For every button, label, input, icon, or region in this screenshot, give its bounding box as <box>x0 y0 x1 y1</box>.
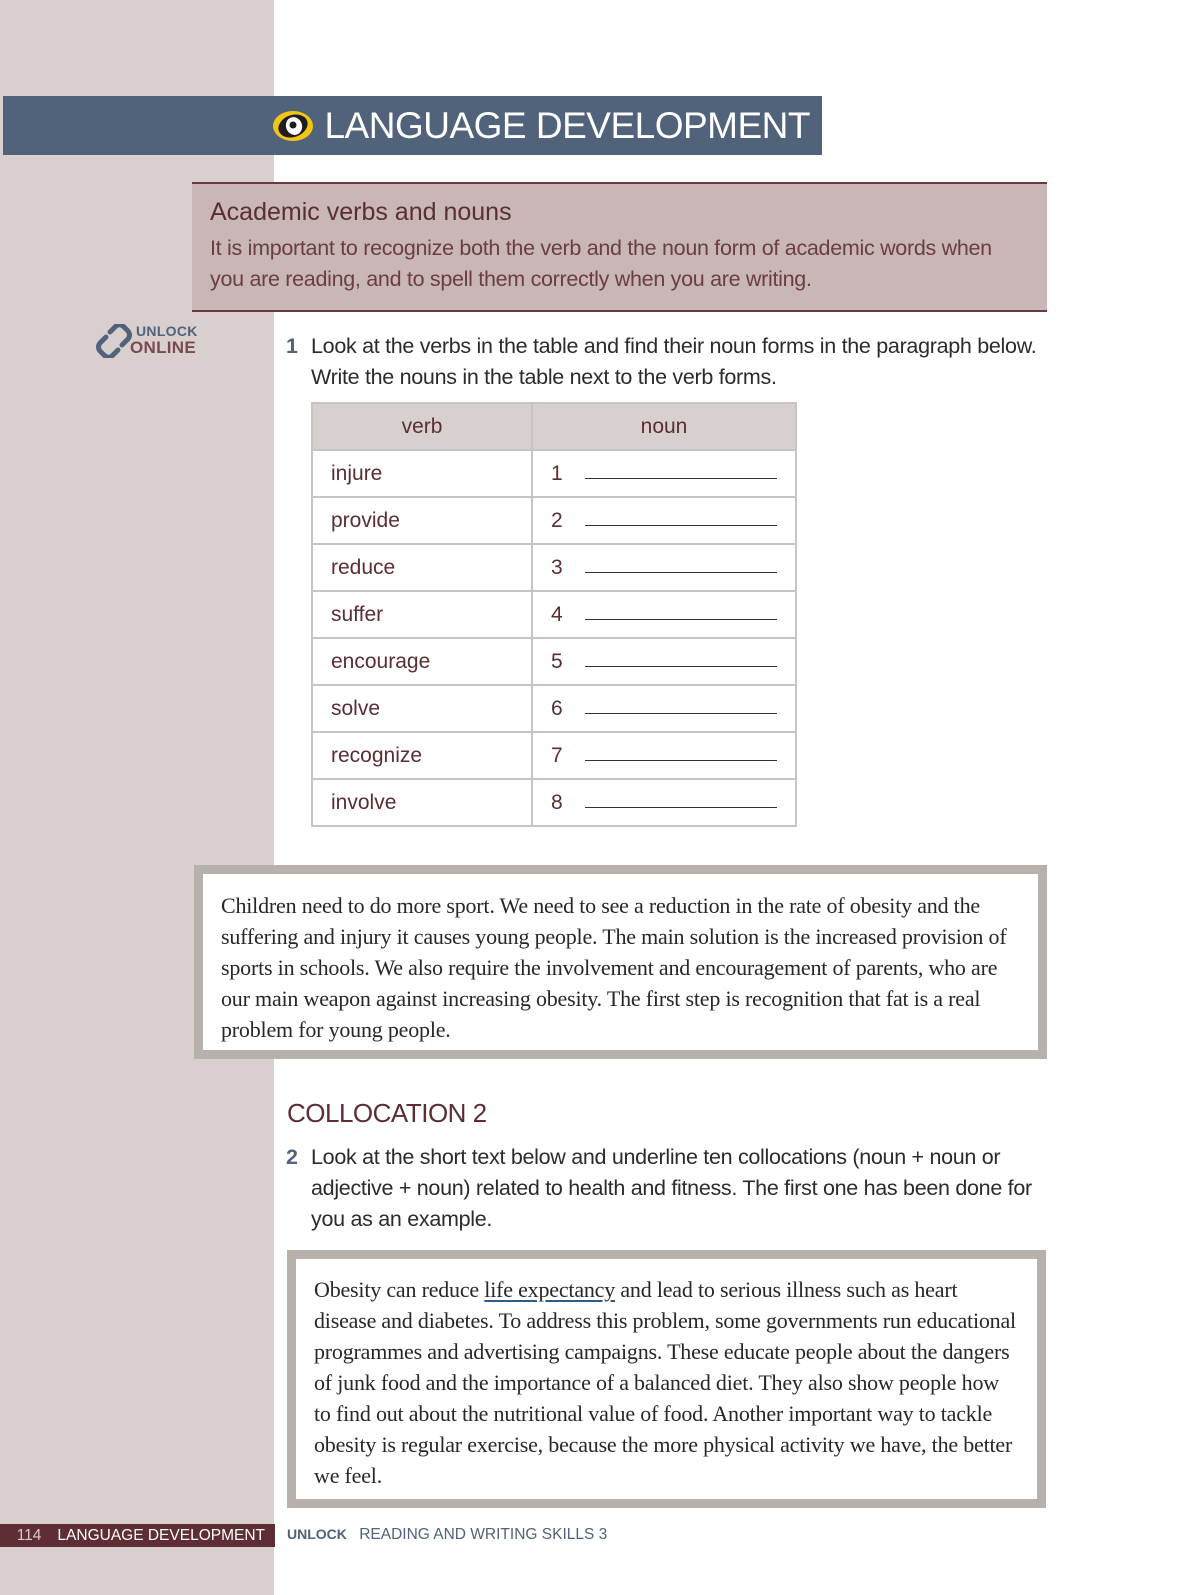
answer-number: 1 <box>551 461 563 485</box>
verb-cell: involve <box>312 779 532 826</box>
verb-cell: injure <box>312 450 532 497</box>
section-heading: COLLOCATION 2 <box>287 1098 487 1128</box>
answer-number: 7 <box>551 743 563 767</box>
unlock-label: UNLOCK <box>136 323 198 339</box>
section-header-bar <box>3 96 822 155</box>
verb-cell: reduce <box>312 544 532 591</box>
eye-icon <box>272 110 314 142</box>
verb-cell: provide <box>312 497 532 544</box>
unlock-online-badge[interactable] <box>96 322 216 362</box>
reading-paragraph: Children need to do more sport. We need to see a reduction in the rate of obesity and the suffering and injury it causes young people. The main solution is the increased provision of sports in schools. We also require the involvement and encouragement of parents, who are our main weapon against increasing obesity. The first step is recognition that fat is a real problem for young people. <box>221 893 1007 1042</box>
page-section-title: LANGUAGE DEVELOPMENT <box>324 104 810 146</box>
answer-blank[interactable] <box>585 477 777 479</box>
noun-answer-cell[interactable] <box>532 779 796 826</box>
answer-number: 2 <box>551 508 563 532</box>
answer-number: 6 <box>551 696 563 720</box>
answer-blank[interactable] <box>585 665 777 667</box>
paragraph-text-after: and lead to serious illness such as heart disease and diabetes. To address this problem, some governments run educational programmes and advertising campaigns. These educate people about the dangers of junk food and the importance of a balanced diet. They also show people how to find out about the nutritional value of food. Another important way to tackle obesity is regular exercise, because the more physical activity we have, the better we feel. <box>314 1277 1016 1488</box>
chain-link-icon <box>96 324 132 358</box>
online-label: ONLINE <box>130 338 197 357</box>
noun-answer-cell[interactable] <box>532 544 796 591</box>
noun-answer-cell[interactable] <box>532 732 796 779</box>
collocation-paragraph <box>314 1274 1019 1491</box>
column-header-noun: noun <box>532 403 796 450</box>
table-row <box>312 544 796 591</box>
column-header-verb: verb <box>312 403 532 450</box>
answer-number: 3 <box>551 555 563 579</box>
exercise-number: 2 <box>286 1145 298 1169</box>
exercise-2 <box>286 1142 1056 1235</box>
collocation-text-box <box>287 1250 1046 1508</box>
exercise-instruction: Look at the verbs in the table and find their noun forms in the paragraph below. Write the nouns in the table next to the verb forms. <box>311 334 1037 389</box>
noun-answer-cell[interactable] <box>532 450 796 497</box>
footer-section-tab <box>0 1524 275 1547</box>
underlined-example: life expectancy <box>484 1277 616 1302</box>
answer-blank[interactable] <box>585 618 777 620</box>
verb-cell: recognize <box>312 732 532 779</box>
answer-number: 4 <box>551 602 563 626</box>
book-title: READING AND WRITING SKILLS 3 <box>359 1526 608 1543</box>
table-row <box>312 591 796 638</box>
exercise-instruction: Look at the short text below and underline ten collocations (noun + noun or adjective + noun) related to health and fitness. The first one has been done for you as an example. <box>311 1145 1032 1231</box>
table-row <box>312 638 796 685</box>
noun-answer-cell[interactable] <box>532 591 796 638</box>
answer-blank[interactable] <box>585 712 777 714</box>
noun-answer-cell[interactable] <box>532 638 796 685</box>
table-row <box>312 732 796 779</box>
info-box <box>192 182 1047 312</box>
answer-blank[interactable] <box>585 806 777 808</box>
verb-cell: solve <box>312 685 532 732</box>
exercise-number: 1 <box>286 334 298 358</box>
noun-answer-cell[interactable] <box>532 497 796 544</box>
table-row <box>312 497 796 544</box>
answer-blank[interactable] <box>585 524 777 526</box>
answer-blank[interactable] <box>585 759 777 761</box>
table-row <box>312 779 796 826</box>
answer-blank[interactable] <box>585 571 777 573</box>
brand-logo: UNLOCK <box>287 1526 347 1542</box>
table-row <box>312 685 796 732</box>
table-row <box>312 450 796 497</box>
verb-noun-table <box>311 402 797 827</box>
paragraph-text-before: Obesity can reduce <box>314 1277 485 1302</box>
info-box-text: It is important to recognize both the verb and the noun form of academic words when you are reading, and to spell them correctly when you are writing. <box>210 236 992 291</box>
footer-book-title <box>287 1526 607 1544</box>
verb-cell: encourage <box>312 638 532 685</box>
verb-cell: suffer <box>312 591 532 638</box>
page-number: 114 <box>16 1526 42 1544</box>
footer-section-name: LANGUAGE DEVELOPMENT <box>57 1526 265 1544</box>
table-header-row <box>312 403 796 450</box>
exercise-1 <box>286 331 1046 393</box>
answer-number: 8 <box>551 790 563 814</box>
info-box-title: Academic verbs and nouns <box>210 198 512 226</box>
answer-number: 5 <box>551 649 563 673</box>
reading-paragraph-box <box>194 865 1047 1059</box>
noun-answer-cell[interactable] <box>532 685 796 732</box>
